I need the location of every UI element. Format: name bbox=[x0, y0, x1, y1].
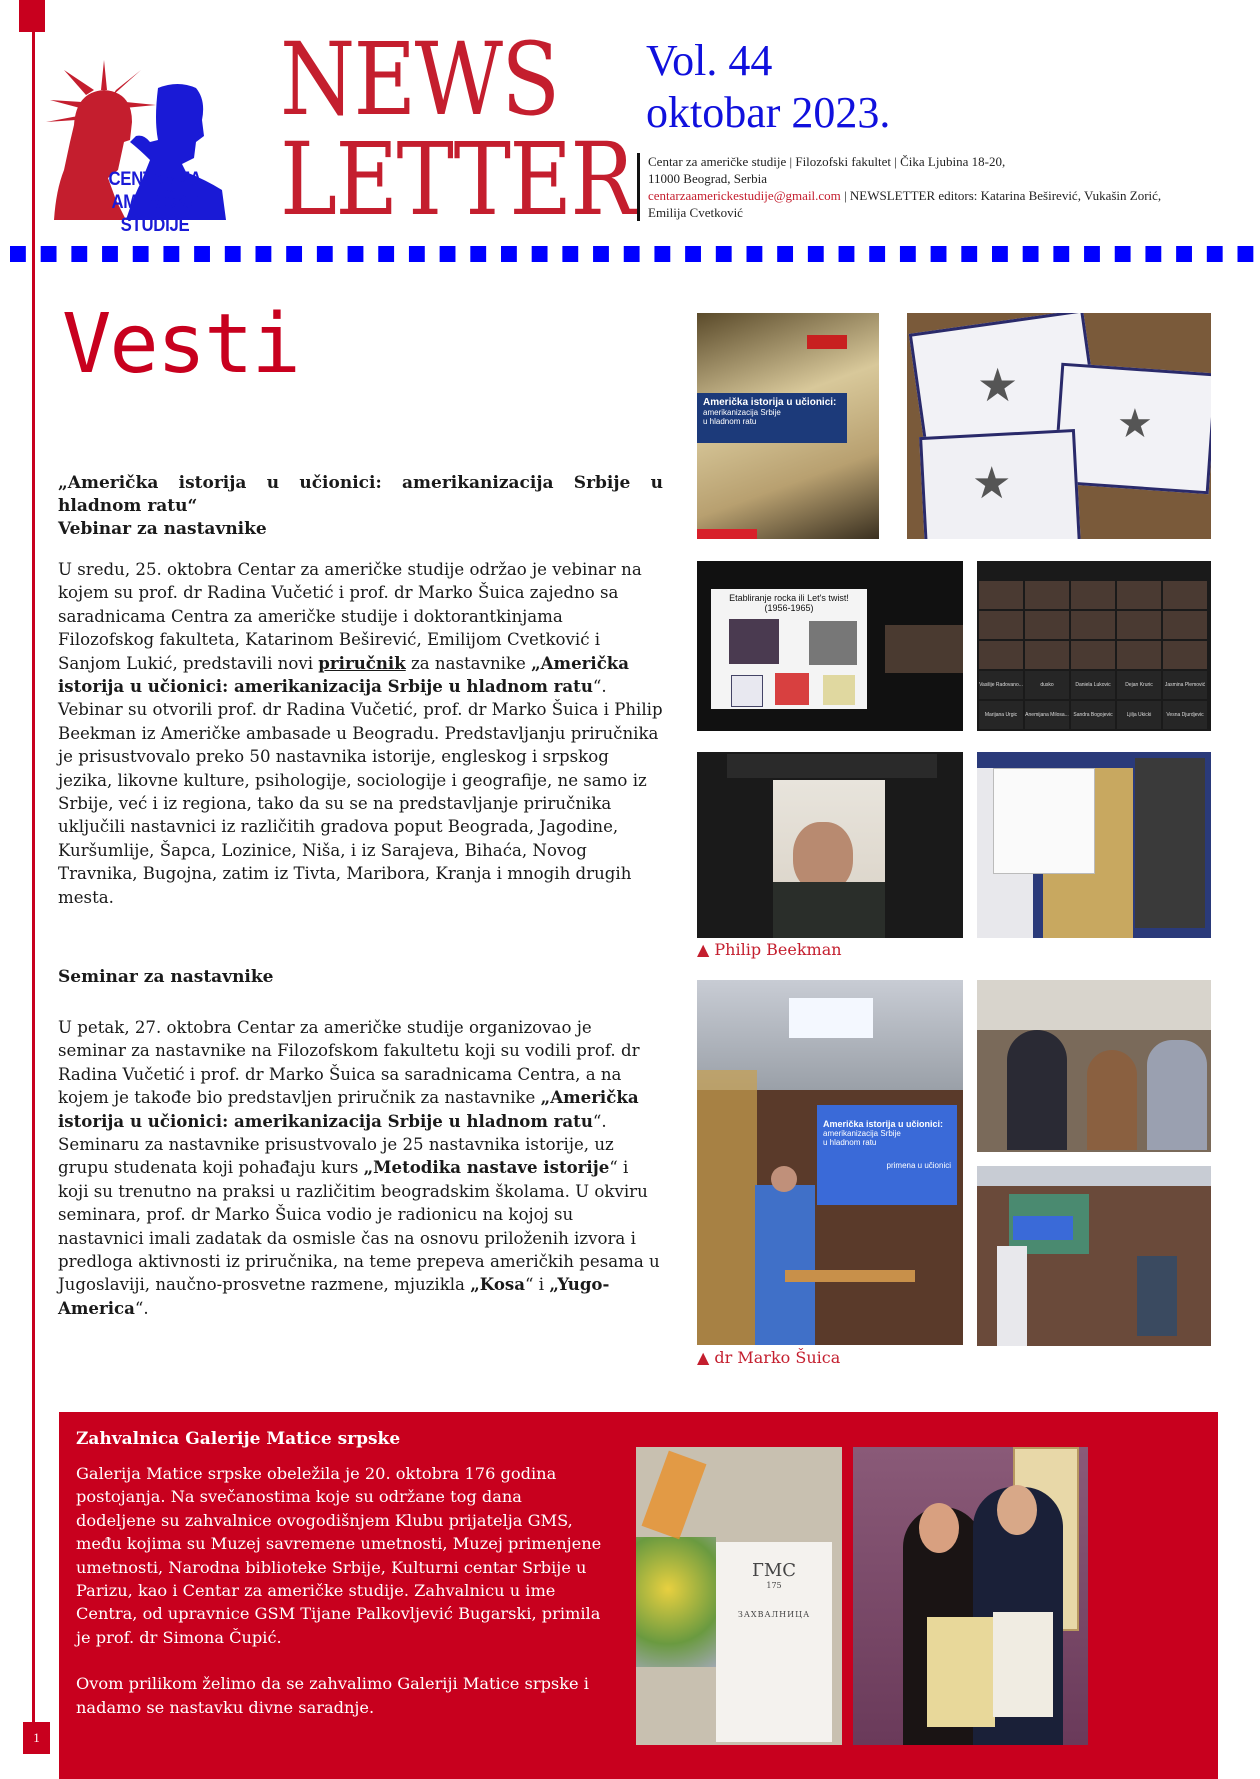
photo-student-presentation bbox=[977, 1166, 1211, 1346]
issue-date: oktobar 2023. bbox=[646, 88, 891, 137]
text: “. Seminaru za nastavnike prisustvovalo je 25 nastavnika istorije, uz grupu studenata koji pohađaju kurs bbox=[58, 1111, 614, 1178]
article-1-heading: „Američka istorija u učionici: amerikanizacija Srbije u hladnom ratu“ bbox=[58, 473, 663, 516]
text: za nastavnike bbox=[405, 653, 532, 673]
left-margin-rule bbox=[32, 30, 35, 1732]
projector-subtitle-1: amerikanizacija Srbije bbox=[823, 1129, 901, 1138]
course-title: „Metodika nastave istorije bbox=[363, 1157, 610, 1178]
zoom-participant-tile bbox=[1025, 641, 1069, 669]
zoom-participant-tile: Jasmina Plemović bbox=[1163, 671, 1207, 699]
article-1-subheading: Vebinar za nastavnike bbox=[58, 519, 267, 539]
editors-line: | NEWSLETTER editors: Katarina Beširević, Vukašin Zorić, bbox=[840, 188, 1162, 203]
editors-line-2: Emilija Cvetković bbox=[648, 205, 743, 220]
handbook-title: „Američka istorija u učionici: amerikanizacija Srbije u hladnom ratu bbox=[58, 652, 630, 697]
zoom-participant-tile bbox=[979, 641, 1023, 669]
caption-marko-suica: ▲ dr Marko Šuica bbox=[697, 1348, 841, 1367]
photo-award-ceremony bbox=[853, 1447, 1088, 1745]
zoom-participant-tile bbox=[979, 611, 1023, 639]
musical-title: „Kosa bbox=[470, 1274, 525, 1295]
zoom-participant-tile: dusko bbox=[1025, 671, 1069, 699]
logo-org-name bbox=[71, 168, 238, 237]
slide-years: (1956-1965) bbox=[764, 603, 814, 613]
zoom-participant-tile bbox=[1163, 581, 1207, 609]
zoom-participant-tile: Vesna Djurdjevic bbox=[1163, 701, 1207, 729]
projector-title: Američka istorija u učionici: bbox=[823, 1119, 944, 1129]
slide-title: Etabliranje rocka ili Let's twist! bbox=[729, 593, 849, 603]
photo-certificates: ★ ★ ★ bbox=[907, 313, 1211, 539]
handbook-title: „Američka istorija u učionici: amerikanizacija Srbije u hladnom ratu bbox=[58, 1087, 639, 1131]
zoom-participant-tile bbox=[1025, 581, 1069, 609]
article-1-body bbox=[58, 558, 663, 909]
corner-marker bbox=[19, 0, 45, 32]
zoom-participant-tile bbox=[1117, 641, 1161, 669]
zoom-participant-tile: Marijana Urgic bbox=[979, 701, 1023, 729]
masthead-title-letter: LETTER bbox=[280, 121, 634, 238]
thanks-paragraph-1: Galerija Matice srpske obeležila je 20. oktobra 176 godina postojanja. Na svečanostima koje su održane tog dana dodeljene su zahvalnice ovogodišnjem Klubu prijatelja GMS, među kojima su Muzej savremene umetnosti, Muzej primenjene umetnosti, Narodna biblioteke Srbije, Kulturni centar Srbije u Parizu, kao i Centar za američke studije. Zahvalnicu u ime Centra, od upravnice GSM Tijane Palkovljević Bugarski, primila je prof. dr Simona Čupić. bbox=[76, 1464, 602, 1647]
caption-philip-beekman: ▲ Philip Beekman bbox=[697, 940, 842, 959]
photo-marko-suica bbox=[697, 980, 963, 1345]
photo-gms-diploma bbox=[636, 1447, 842, 1745]
section-title: Vesti bbox=[62, 297, 299, 392]
masthead-title-news: NEWS bbox=[280, 21, 559, 138]
projector-button: primena u učionici bbox=[886, 1161, 951, 1170]
photo-philip-beekman bbox=[697, 752, 963, 938]
address-line-1: Centar za američke studije | Filozofski fakultet | Čika Ljubina 18-20, bbox=[648, 154, 1006, 169]
zoom-participant-tile bbox=[1163, 611, 1207, 639]
logo-line-1: CENTAR ZA AMERIČKE bbox=[108, 169, 202, 213]
projector-subtitle-2: u hladnom ratu bbox=[823, 1138, 877, 1147]
zoom-participant-tile: Danielа Lukovic bbox=[1071, 671, 1115, 699]
article-2-body bbox=[58, 1016, 663, 1320]
photo-webinar-slide bbox=[697, 561, 963, 731]
article-2-heading: Seminar za nastavnike bbox=[58, 967, 274, 987]
photo-webinar-map bbox=[977, 752, 1211, 938]
zoom-participant-tile: Sandra Bogojevic bbox=[1071, 701, 1115, 729]
handbook-link[interactable]: priručnik bbox=[318, 652, 406, 673]
cover-title: Američka istorija u učionici: bbox=[703, 397, 837, 408]
zoom-participant-tile bbox=[1117, 611, 1161, 639]
photo-handbook-cover bbox=[697, 313, 879, 539]
photo-zoom-grid bbox=[977, 561, 1211, 731]
diploma-number: 175 bbox=[766, 1581, 782, 1590]
cover-subtitle-2: u hladnom ratu bbox=[703, 417, 757, 426]
zoom-participant-tile bbox=[979, 581, 1023, 609]
zoom-participant-tile bbox=[1025, 611, 1069, 639]
text: U petak, 27. oktobra Centar za američke studije organizovao je seminar za nastavnike na Filozofskom fakultetu koji su vodili prof. dr Radina Vučetić i prof. dr Marko Šuica sa saradnicama Centra, a na kojem je takođe bio predstavljen priručnik za nastavnike bbox=[58, 1018, 640, 1108]
zoom-participant-tile bbox=[1071, 581, 1115, 609]
text: “ i bbox=[525, 1275, 550, 1295]
photo-students-workshop bbox=[977, 980, 1211, 1152]
email-link[interactable]: centarzaamerickestudije@gmail.com bbox=[648, 188, 841, 203]
zoom-participant-tile bbox=[1071, 611, 1115, 639]
topic-title: „Yugo-America bbox=[58, 1274, 610, 1318]
diploma-logo: ГМС bbox=[751, 1560, 797, 1581]
zoom-participant-tile bbox=[1163, 641, 1207, 669]
blue-dashed-divider bbox=[0, 246, 1260, 262]
volume-number: Vol. 44 bbox=[646, 36, 773, 85]
zoom-participant-tile: Vasilije Radovano... bbox=[979, 671, 1023, 699]
zoom-participant-tile bbox=[1117, 581, 1161, 609]
zoom-participant-tile: Dejan Kruric bbox=[1117, 671, 1161, 699]
cover-subtitle-1: amerikanizacija Srbije bbox=[703, 408, 781, 417]
thanks-body bbox=[76, 1462, 606, 1742]
text: U sredu, 25. oktobra Centar za američke studije održao je vebinar na kojem su prof. dr Radina Vučetić i prof. dr Marko Šuica zajedno sa saradnicama Centra za američke studije i doktorantkinjama Filozofskog fakulteta, Katarinom Beširević, Emilijom Cvetković i Sanjom Lukić, predstavili novi bbox=[58, 560, 642, 673]
zoom-participant-tile: Ljilja Ukicki bbox=[1117, 701, 1161, 729]
address-line-2: 11000 Beograd, Serbia bbox=[648, 171, 768, 186]
text: “. bbox=[134, 1298, 149, 1318]
page-number: 1 bbox=[23, 1722, 50, 1754]
thanks-title: Zahvalnica Galerije Matice srpske bbox=[76, 1429, 401, 1449]
logo-line-2: STUDIJE bbox=[120, 215, 190, 236]
contact-info bbox=[637, 153, 1208, 221]
zoom-participant-tile bbox=[1071, 641, 1115, 669]
text: “ i koji su trenutno na praksi u različitim beogradskim školama. U okviru seminara, prof. dr Marko Šuica vodio je radionicu na kojoj su nastavnici imali zadatak da osmisle čas na osnovu priloženih izvora i predloga aktivnosti iz priručnika, na teme prepeva američkih pesama u Jugoslaviji, naučno-prosvetne razmene, mjuzikla bbox=[58, 1158, 660, 1295]
zoom-participant-tile: Anemijana Milosa... bbox=[1025, 701, 1069, 729]
diploma-title: ЗАХВАЛНИЦА bbox=[737, 1610, 811, 1619]
thanks-paragraph-2: Ovom prilikom želimo da se zahvalimo Galeriji Matice srpske i nadamo se nastavku divne saradnje. bbox=[76, 1674, 589, 1717]
text: “. Vebinar su otvorili prof. dr Radina Vučetić, prof. dr Marko Šuica i Philip Beekman iz Američke ambasade u Beogradu. Predstavljanju priručnika je prisustvovalo preko 50 nastavnika istorije, engleskog i srpskog jezika, likovne kulture, psihologije, sociologije i geografije, ne samo iz Srbije, već i iz regiona, tako da su se na predstavljanje priručnika uključili nastavnici iz različitih gradova poput Beograda, Jagodine, Kuršumlije, Šapca, Lozinice, Niša, i iz Sarajeva, Bihaća, Novog Travnika, Bugojna, zatim iz Tivta, Maribora, Kranja i mnogih drugih mesta. bbox=[58, 677, 663, 907]
